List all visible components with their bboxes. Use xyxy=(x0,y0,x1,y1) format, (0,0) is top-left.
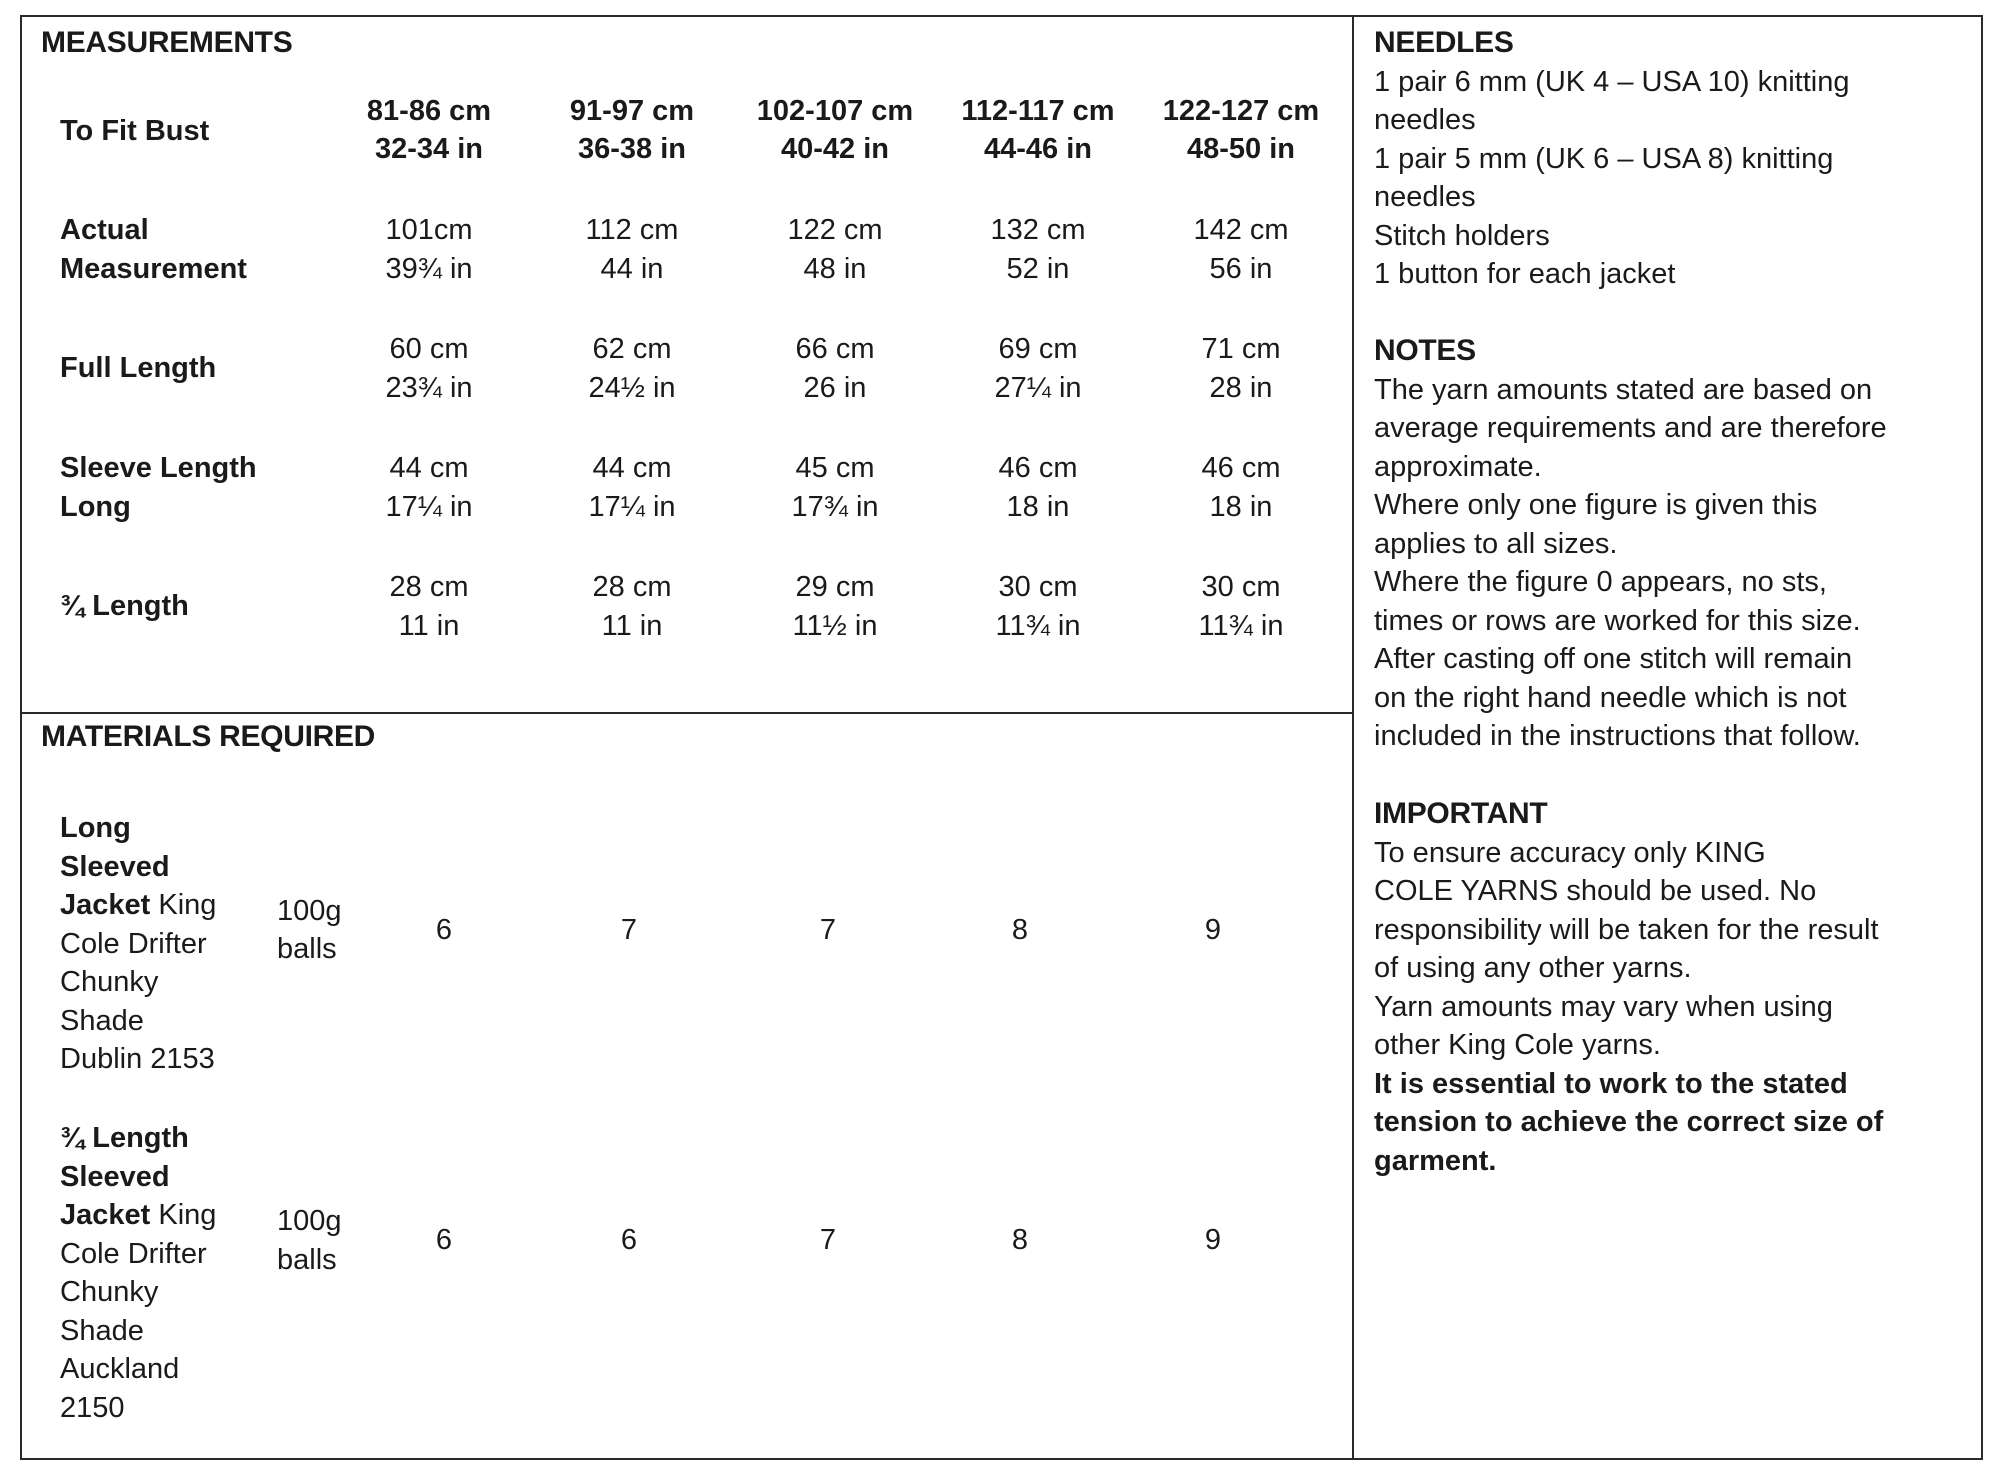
needles-line: needles xyxy=(1374,181,1476,213)
ball-quantity: 7 xyxy=(620,913,638,946)
important-line: other King Cole yarns. xyxy=(1374,1029,1661,1061)
notes-title: NOTES xyxy=(1374,334,1476,367)
material-yarn-text: King xyxy=(150,1199,217,1231)
material-name-line: Sleeved xyxy=(60,850,170,883)
material-yarn-line: Cole Drifter xyxy=(60,927,207,960)
row-label: Full Length xyxy=(60,352,217,384)
material-yarn-line: Dublin 2153 xyxy=(60,1043,215,1075)
material-yarn-text: King xyxy=(150,889,217,921)
row-label-line2: Long xyxy=(60,490,131,523)
needles-title: NEEDLES xyxy=(1374,26,1514,59)
important-line: Yarn amounts may vary when using xyxy=(1374,990,1833,1023)
needles-line: Stitch holders xyxy=(1374,219,1550,252)
size-header-cm: 122-127 cm xyxy=(1162,95,1320,127)
measurement-in: 17¾ in xyxy=(791,490,879,523)
ball-quantity: 6 xyxy=(435,1224,453,1256)
measurement-cm: 30 cm xyxy=(998,571,1078,603)
notes-line: included in the instructions that follow. xyxy=(1374,720,1861,752)
notes-line: average requirements and are therefore xyxy=(1374,412,1887,444)
material-name-line xyxy=(60,1196,290,1235)
important-bold-line: garment. xyxy=(1374,1144,1497,1177)
size-header-in: 36-38 in xyxy=(578,133,686,165)
materials-title: MATERIALS REQUIRED xyxy=(41,720,376,753)
measurement-in: 11¾ in xyxy=(995,609,1081,642)
material-name-line: Sleeved xyxy=(60,1160,170,1193)
size-header-cm: 91-97 cm xyxy=(569,95,695,127)
notes-line: The yarn amounts stated are based on xyxy=(1374,373,1873,406)
measurement-cm: 28 cm xyxy=(592,571,672,603)
material-name-bold: Jacket xyxy=(60,889,151,921)
material-yarn-line: Shade xyxy=(60,1004,144,1037)
ball-quantity: 9 xyxy=(1204,1224,1222,1256)
size-header-in: 44-46 in xyxy=(984,133,1092,165)
material-yarn-line: Cole Drifter xyxy=(60,1237,207,1270)
measurement-cm: 45 cm xyxy=(795,452,875,484)
section-divider xyxy=(20,712,1353,714)
ball-quantity: 8 xyxy=(1011,1224,1029,1256)
important-title: IMPORTANT xyxy=(1374,797,1548,830)
important-line: To ensure accuracy only KING xyxy=(1374,836,1766,869)
important-section xyxy=(1374,795,1974,1180)
ball-quantity: 7 xyxy=(819,913,837,946)
needles-line: 1 pair 5 mm (UK 6 – USA 8) knitting xyxy=(1374,142,1834,175)
material-name-line xyxy=(60,886,290,925)
unit-type: balls xyxy=(277,1243,337,1276)
measurement-cm: 132 cm xyxy=(990,214,1086,246)
unit-weight: 100g xyxy=(277,1205,342,1237)
measurement-cm: 69 cm xyxy=(998,333,1078,365)
row-label: ¾ Length xyxy=(60,590,189,622)
measurement-in: 56 in xyxy=(1209,252,1273,285)
measurement-in: 52 in xyxy=(1006,252,1070,285)
to-fit-bust-label: To Fit Bust xyxy=(60,115,210,147)
unit-label xyxy=(277,1202,342,1279)
size-header-in: 48-50 in xyxy=(1187,133,1295,165)
measurement-in: 24½ in xyxy=(588,371,676,404)
measurement-in: 17¼ in xyxy=(588,490,676,523)
unit-type: balls xyxy=(277,933,337,966)
important-line: COLE YARNS should be used. No xyxy=(1374,875,1817,907)
measurement-in: 39¾ in xyxy=(385,252,473,285)
row-label-line2: Measurement xyxy=(60,252,247,285)
material-description xyxy=(60,809,290,1079)
ball-quantity: 7 xyxy=(819,1224,837,1256)
size-header-in: 40-42 in xyxy=(781,133,889,165)
important-bold-line: It is essential to work to the stated xyxy=(1374,1067,1848,1100)
measurement-cm: 122 cm xyxy=(787,214,883,246)
measurement-cm: 29 cm xyxy=(795,571,875,603)
important-line: of using any other yarns. xyxy=(1374,952,1692,984)
column-divider xyxy=(1352,15,1354,1460)
measurement-cm: 142 cm xyxy=(1193,214,1289,246)
measurement-cm: 66 cm xyxy=(795,333,875,365)
measurement-cm: 71 cm xyxy=(1201,333,1281,365)
important-bold-line: tension to achieve the correct size of xyxy=(1374,1106,1884,1138)
material-name-bold: Jacket xyxy=(60,1199,151,1231)
ball-quantity: 6 xyxy=(435,913,453,946)
measurements-title: MEASUREMENTS xyxy=(41,26,293,59)
notes-line: After casting off one stitch will remain xyxy=(1374,643,1853,675)
measurement-in: 23¾ in xyxy=(385,371,473,404)
measurement-in: 27¼ in xyxy=(994,371,1082,404)
material-yarn-line: Chunky xyxy=(60,1276,159,1308)
notes-section xyxy=(1374,332,1974,756)
needles-line: 1 button for each jacket xyxy=(1374,258,1676,290)
material-yarn-line: Chunky xyxy=(60,966,159,998)
measurement-cm: 30 cm xyxy=(1201,571,1281,603)
measurement-cm: 62 cm xyxy=(592,333,672,365)
measurement-in: 18 in xyxy=(1006,490,1070,523)
size-header-cm: 112-117 cm xyxy=(961,95,1115,127)
measurement-cm: 44 cm xyxy=(592,452,672,484)
material-yarn-line: 2150 xyxy=(60,1391,125,1424)
notes-line: times or rows are worked for this size. xyxy=(1374,604,1861,637)
size-header-cm: 81-86 cm xyxy=(366,95,492,127)
measurement-in: 11 in xyxy=(601,609,663,642)
unit-label xyxy=(277,892,342,969)
material-yarn-line: Auckland xyxy=(60,1353,180,1385)
notes-line: on the right hand needle which is not xyxy=(1374,681,1847,714)
needles-section xyxy=(1374,24,1974,294)
measurement-cm: 44 cm xyxy=(389,452,469,484)
measurement-in: 26 in xyxy=(803,371,867,404)
measurement-in: 17¼ in xyxy=(385,490,473,523)
needles-line: 1 pair 6 mm (UK 4 – USA 10) knitting xyxy=(1374,65,1850,98)
row-label: Actual xyxy=(60,214,149,246)
size-header-in: 32-34 in xyxy=(375,133,483,165)
important-line: responsibility will be taken for the result xyxy=(1374,913,1879,946)
measurement-cm: 46 cm xyxy=(1201,452,1281,484)
row-label: Sleeve Length xyxy=(60,452,257,484)
measurement-in: 11½ in xyxy=(792,609,878,642)
ball-quantity: 9 xyxy=(1204,913,1222,946)
measurement-in: 44 in xyxy=(600,252,664,285)
measurement-cm: 46 cm xyxy=(998,452,1078,484)
notes-line: applies to all sizes. xyxy=(1374,527,1618,560)
ball-quantity: 6 xyxy=(620,1224,638,1256)
measurement-cm: 28 cm xyxy=(389,571,469,603)
measurement-in: 11¾ in xyxy=(1198,609,1284,642)
ball-quantity: 8 xyxy=(1011,913,1029,946)
material-yarn-line: Shade xyxy=(60,1314,144,1347)
measurement-in: 11 in xyxy=(398,609,460,642)
measurement-cm: 112 cm xyxy=(585,214,679,246)
measurement-cm: 60 cm xyxy=(389,333,469,365)
measurement-in: 18 in xyxy=(1209,490,1273,523)
notes-line: Where only one figure is given this xyxy=(1374,489,1818,521)
needles-line: needles xyxy=(1374,104,1476,136)
measurement-in: 48 in xyxy=(803,252,867,285)
material-name-line: Long xyxy=(60,812,131,844)
measurement-in: 28 in xyxy=(1209,371,1273,404)
material-name-line: ¾ Length xyxy=(60,1122,189,1154)
notes-line: approximate. xyxy=(1374,450,1542,483)
size-header-cm: 102-107 cm xyxy=(756,95,914,127)
unit-weight: 100g xyxy=(277,894,342,927)
notes-line: Where the figure 0 appears, no sts, xyxy=(1374,566,1827,598)
material-description xyxy=(60,1119,290,1427)
measurement-cm: 101cm xyxy=(385,214,473,246)
